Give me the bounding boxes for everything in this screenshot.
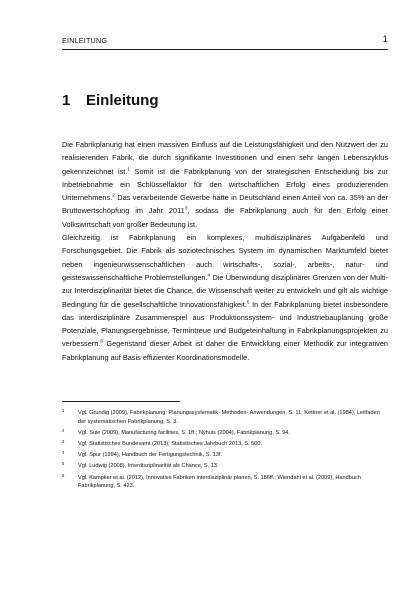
chapter-title: Einleitung — [86, 92, 159, 109]
footnote — [62, 474, 388, 491]
footnote-reference: 2 — [112, 193, 115, 199]
paragraph-text: Somit ist die Fabrikplanung von der strategischen Entscheidung bis zur Inbetriebnahme ein Schlüsselfaktor für den wirtschaftlichen Erfolg eines produzierenden Unternehmens. — [62, 166, 388, 203]
footnotes — [62, 409, 388, 493]
footnote-mark: 1 — [62, 408, 65, 413]
footnote-reference: 6 — [100, 340, 104, 346]
footnote-mark: 6 — [62, 472, 65, 478]
footnote — [62, 451, 388, 460]
footnote-mark: 3 — [62, 438, 65, 444]
chapter-heading — [62, 92, 159, 109]
paragraph — [62, 138, 388, 231]
header-rule — [62, 49, 388, 50]
paragraph-text: Das verarbeitende Gewerbe hatte in Deutschland einen Anteil von ca. 35% an der Bruttowertschöpfung im Jahr 2011 — [62, 193, 388, 216]
running-header — [62, 34, 388, 48]
footnote-separator — [62, 401, 180, 402]
footnote — [62, 429, 388, 438]
paragraph — [62, 231, 388, 364]
footnote-mark: 2 — [62, 427, 65, 433]
footnote — [62, 462, 388, 471]
paragraph-text: In der Fabrikplanung bietet insbesondere das interdisziplinäre Zusammenspiel aus Produktionssystem- und Industriebauplanung große Potenziale, Planungsergebnisse, Termintreue und Budgeteinhaltung in Fabrikplanungsprojekten zu verbessern. — [62, 299, 388, 349]
footnote-reference: 1 — [127, 167, 131, 173]
body-text — [62, 138, 388, 364]
running-title: EINLEITUNG — [62, 36, 108, 45]
footnote — [62, 440, 388, 449]
footnote-reference: 5 — [246, 300, 250, 306]
paragraph-text: Gleichzeitig ist Fabrikplanung ein komplexes, multidisziplinäres Aufgabenfeld und Forschungsgebiet. Die Fabrik als soziotechnisches System im dynamischen Marktumfeld bietet neben ingenieurwissenschaftlichen auch wirtschafts-, sozial-, arbeits-, natur- und geisteswissenschaftliche Problemstellungen. — [62, 233, 388, 282]
paragraph-text: Die Überwindung disziplinärer Grenzen von der Multi- zur Interdisziplinarität bietet die Chance, die Wissenschaft weiter zu entwickeln und gilt als wichtige Bedingung für die gesellschaftliche Innovationsfähigkeit. — [62, 272, 388, 309]
footnote-text: Vgl. Suie (2009), Manufacturing facilities, S. 1ff.; Nyhuis (2004), Fabrikplanung, S. 94. — [78, 429, 290, 436]
chapter-number: 1 — [62, 92, 71, 109]
page-number: 1 — [382, 34, 388, 44]
footnote-text: Vgl. Grundig (2009), Fabrikplanung: Planungssystematik- Methoden- Anwendungen, S. 11; Kettner et al. (1984), Leitfaden der systematischen Fabrikplanung, S. 3. — [78, 410, 380, 425]
footnote-reference: 4 — [207, 273, 211, 279]
paragraph-text: Gegenstand dieser Arbeit ist daher die Entwicklung einer Methodik zur integrativen Fabrikplanung auf Basis effizienter Koordinationsmodelle. — [62, 339, 388, 362]
footnote-reference: 3 — [184, 207, 188, 213]
footnote — [62, 409, 388, 426]
footnote-text: Vgl. Spur (1994), Handbuch der Fertigungstechnik, S. 13f. — [78, 452, 222, 459]
paragraph-text: Die Fabrikplanung hat einen massiven Einfluss auf die Leistungsfähigkeit und den Nutzwert der zu realisierenden Fabrik, die durch signifikante Investitionen und einen sehr langen Lebenszyklus gekennzeichnet ist. — [62, 140, 388, 176]
footnote-mark: 4 — [62, 450, 65, 456]
footnote-text: Vgl. Ludwig (2008), Interdisziplinarität als Chance, S. 13. — [78, 463, 219, 470]
footnote-text: Vgl. Kampker et al. (2012), Innovative Fabriken interdisziplinär planen, S. 186ff.; Wiendahl et al. (2009), Handbuch Fabrikplanung, S. 423. — [78, 474, 361, 490]
footnote-text: Vgl. Statistisches Bundesamt (2013), Statistisches Jahrbuch 2013, S. 500. — [78, 440, 263, 447]
footnote-mark: 5 — [62, 461, 65, 467]
paragraph-text: , sodass die Fabrikplanung auch für den Erfolg einer Volkswirtschaft von großer Bedeutung ist. — [62, 206, 388, 229]
